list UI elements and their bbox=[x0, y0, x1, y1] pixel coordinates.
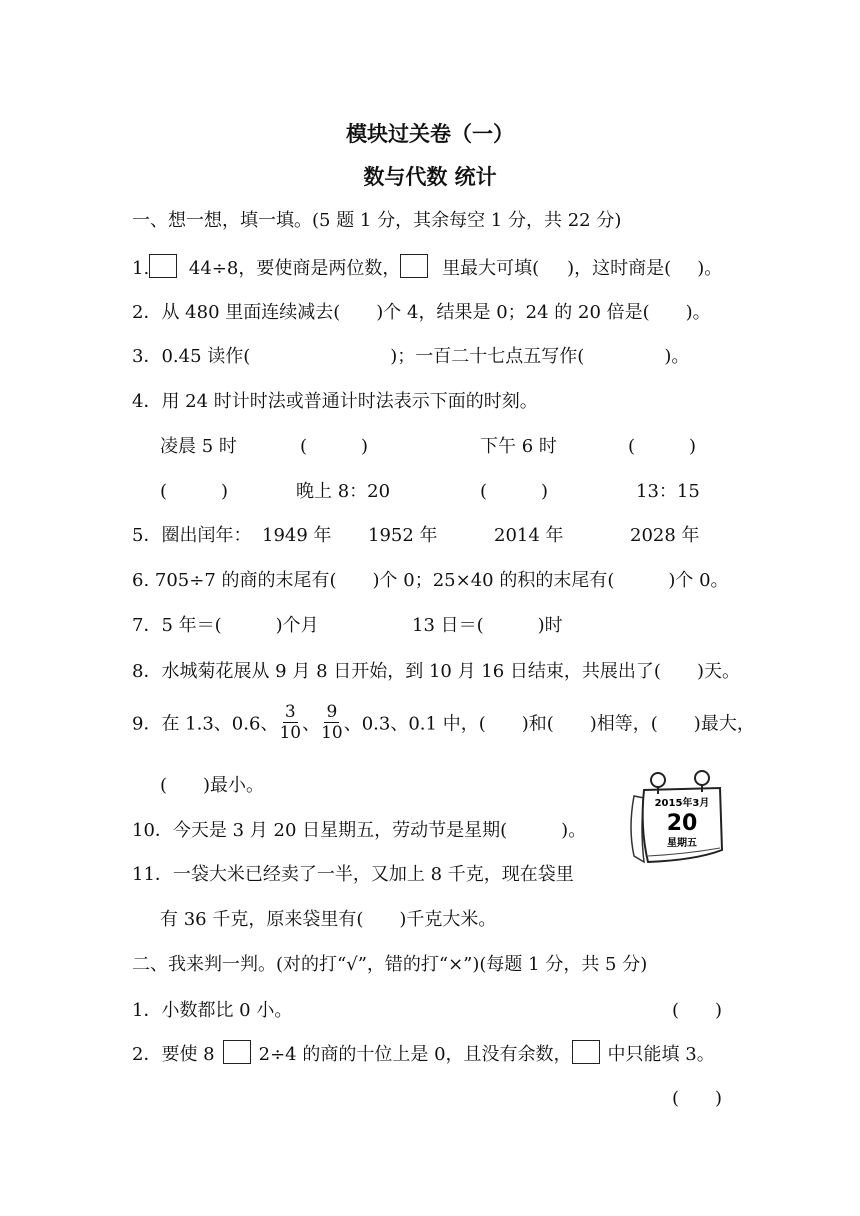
jq2-text-b: 2÷4 的商的十位上是 0，且没有余数， bbox=[258, 1044, 572, 1065]
q1-text-d: )。 bbox=[697, 258, 723, 279]
q3-text-c: )。 bbox=[664, 346, 690, 367]
page-title: 模块过关卷（一） bbox=[346, 122, 514, 146]
q5-year-4[interactable]: 2028 年 bbox=[630, 525, 700, 546]
question-10: 10．今天是 3 月 20 日星期五，劳动节是星期( )。 bbox=[132, 820, 587, 841]
q4-blank-c[interactable]: ( ) bbox=[160, 481, 229, 502]
fraction-9-10 bbox=[321, 702, 343, 743]
question-3 bbox=[132, 342, 689, 368]
q3-text-a: 3．0.45 读作( bbox=[132, 346, 251, 367]
answer-box[interactable] bbox=[572, 1040, 600, 1064]
judge-question-2 bbox=[132, 1040, 715, 1066]
question-11-line-2: 有 36 千克，原来袋里有( )千克大米。 bbox=[160, 909, 497, 930]
fraction-numerator: 3 bbox=[284, 702, 296, 722]
q5-label: 5．圈出闰年： bbox=[132, 525, 252, 546]
q4-item-d: 13：15 bbox=[636, 481, 700, 502]
q4-blank-d[interactable]: ( ) bbox=[480, 481, 549, 502]
answer-box[interactable] bbox=[223, 1040, 251, 1064]
jq2-text-c: 中只能填 3。 bbox=[607, 1044, 715, 1065]
question-1 bbox=[132, 254, 722, 280]
question-4: 4．用 24 时计时法或普通计时法表示下面的时刻。 bbox=[132, 391, 538, 412]
q9-text-a: 9．在 1.3、0.6、 bbox=[132, 713, 279, 735]
answer-box[interactable] bbox=[400, 254, 428, 278]
calendar-year-month: 2015年3月 bbox=[654, 798, 710, 809]
section1-heading: 一、想一想，填一填。(5 题 1 分，其余每空 1 分，共 22 分) bbox=[132, 210, 622, 231]
question-8: 8．水城菊花展从 9 月 8 日开始，到 10 月 16 日结束，共展出了( )天。 bbox=[132, 661, 740, 682]
answer-box[interactable] bbox=[149, 254, 177, 278]
q1-text-c: )，这时商是( bbox=[567, 258, 672, 279]
q7-part-a: 7．5 年＝( )个月 bbox=[132, 615, 319, 636]
calendar-weekday: 星期五 bbox=[667, 838, 697, 849]
q3-text-b: )；一百二十七点五写作( bbox=[390, 346, 585, 367]
section2-heading: 二、我来判一判。(对的打“√”，错的打“×”)(每题 1 分，共 5 分) bbox=[132, 954, 648, 975]
fraction-denominator: 10 bbox=[279, 723, 302, 743]
q5-year-3[interactable]: 2014 年 bbox=[494, 525, 564, 546]
q4-blank-a[interactable]: ( ) bbox=[300, 436, 369, 457]
q9-continued: ( )最小。 bbox=[160, 775, 265, 796]
judge-question-1: 1．小数都比 0 小。 bbox=[132, 1000, 293, 1021]
jq2-text-a: 2．要使 8 bbox=[132, 1044, 215, 1065]
fraction-numerator: 9 bbox=[326, 702, 338, 722]
question-6: 6. 705÷7 的商的末尾有( )个 0；25×40 的积的末尾有( )个 0。 bbox=[132, 570, 729, 591]
question-11-line-1: 11．一袋大米已经卖了一半，又加上 8 千克，现在袋里 bbox=[132, 864, 574, 885]
fraction-3-10 bbox=[279, 702, 301, 743]
calendar-icon bbox=[626, 768, 726, 868]
q1-number: 1. bbox=[132, 258, 150, 279]
q4-item-c: 晚上 8：20 bbox=[296, 481, 391, 502]
page-subtitle: 数与代数 统计 bbox=[363, 165, 497, 189]
q1-text-b: 里最大可填( bbox=[442, 258, 540, 279]
question-2: 2．从 480 里面连续减去( )个 4，结果是 0；24 的 20 倍是( )。 bbox=[132, 302, 711, 323]
q7-part-b: 13 日＝( )时 bbox=[412, 615, 563, 636]
q1-text-a: 44÷8，要使商是两位数， bbox=[188, 258, 401, 279]
q4-item-a: 凌晨 5 时 bbox=[160, 436, 237, 457]
calendar-day: 20 bbox=[666, 811, 698, 836]
judge-answer-2[interactable]: ( ) bbox=[672, 1088, 723, 1109]
q4-item-b: 下午 6 时 bbox=[480, 436, 557, 457]
question-9 bbox=[132, 702, 755, 743]
q9-text-b: 、0.3、0.1 中，( )和( )相等，( )最大， bbox=[343, 713, 755, 735]
fraction-denominator: 10 bbox=[321, 723, 343, 743]
q4-blank-b[interactable]: ( ) bbox=[628, 436, 697, 457]
q5-year-1[interactable]: 1949 年 bbox=[262, 525, 332, 546]
judge-answer-1[interactable]: ( ) bbox=[672, 1000, 723, 1021]
q9-separator: 、 bbox=[302, 713, 321, 735]
q5-year-2[interactable]: 1952 年 bbox=[368, 525, 438, 546]
